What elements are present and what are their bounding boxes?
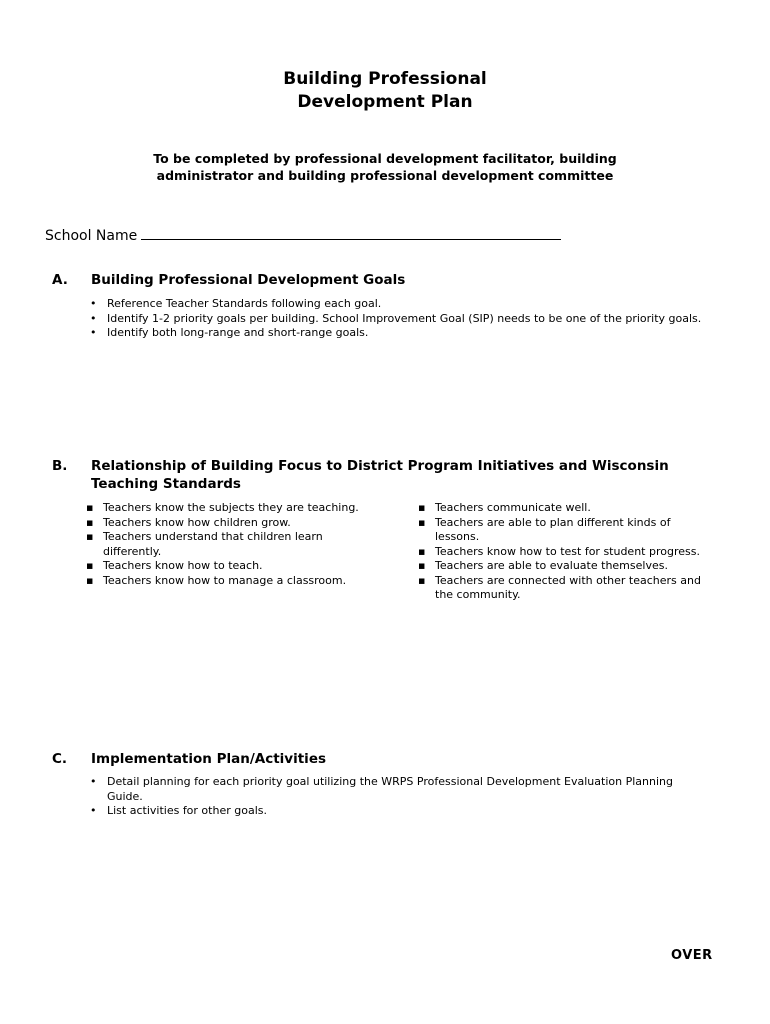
- school-name-field: [45, 225, 561, 245]
- section-b-left-bullets: [86, 501, 376, 588]
- list-item: • List activities for other goals.: [90, 804, 705, 819]
- list-item: • Reference Teacher Standards following each goal.: [90, 297, 710, 312]
- list-item: ▪ Teachers are able to plan different kinds of lessons.: [418, 516, 718, 545]
- list-item: ▪ Teachers communicate well.: [418, 501, 718, 516]
- list-item: ▪ Teachers know how to test for student progress.: [418, 545, 718, 560]
- list-item: ▪ Teachers know how children grow.: [86, 516, 376, 531]
- section-a-letter: A.: [52, 272, 68, 288]
- page-title-line-2: Development Plan: [297, 92, 473, 112]
- page-title-line-1: Building Professional: [283, 69, 487, 89]
- list-item: ▪ Teachers understand that children learn differently.: [86, 530, 376, 559]
- section-c-title: Implementation Plan/Activities: [91, 751, 327, 767]
- list-item: • Identify 1-2 priority goals per building. School Improvement Goal (SIP) needs to be one of the priority goals.: [90, 312, 710, 327]
- over-label: OVER: [671, 948, 713, 963]
- list-item: ▪ Teachers know how to manage a classroom.: [86, 574, 376, 589]
- subtitle-line-1: To be completed by professional development facilitator, building: [153, 151, 617, 166]
- section-a-title: Building Professional Development Goals: [91, 272, 406, 288]
- section-c-letter: C.: [52, 751, 68, 767]
- section-b-right-bullets: [418, 501, 718, 603]
- section-b-letter: B.: [52, 458, 68, 474]
- subtitle-line-2: administrator and building professional development committee: [156, 168, 614, 183]
- section-b-title: Relationship of Building Focus to District Program Initiatives and Wisconsin Teaching Standards: [91, 458, 669, 492]
- school-name-label: School Name: [45, 228, 138, 244]
- list-item: • Identify both long-range and short-range goals.: [90, 326, 710, 341]
- list-item: • Detail planning for each priority goal utilizing the WRPS Professional Development Evaluation Planning Guide.: [90, 775, 705, 804]
- list-item: ▪ Teachers are able to evaluate themselves.: [418, 559, 718, 574]
- school-name-blank-line[interactable]: [141, 225, 561, 240]
- list-item: ▪ Teachers know the subjects they are teaching.: [86, 501, 376, 516]
- list-item: ▪ Teachers are connected with other teachers and the community.: [418, 574, 718, 603]
- section-c-bullets: [90, 775, 705, 819]
- list-item: ▪ Teachers know how to teach.: [86, 559, 376, 574]
- section-a-bullets: [90, 297, 710, 341]
